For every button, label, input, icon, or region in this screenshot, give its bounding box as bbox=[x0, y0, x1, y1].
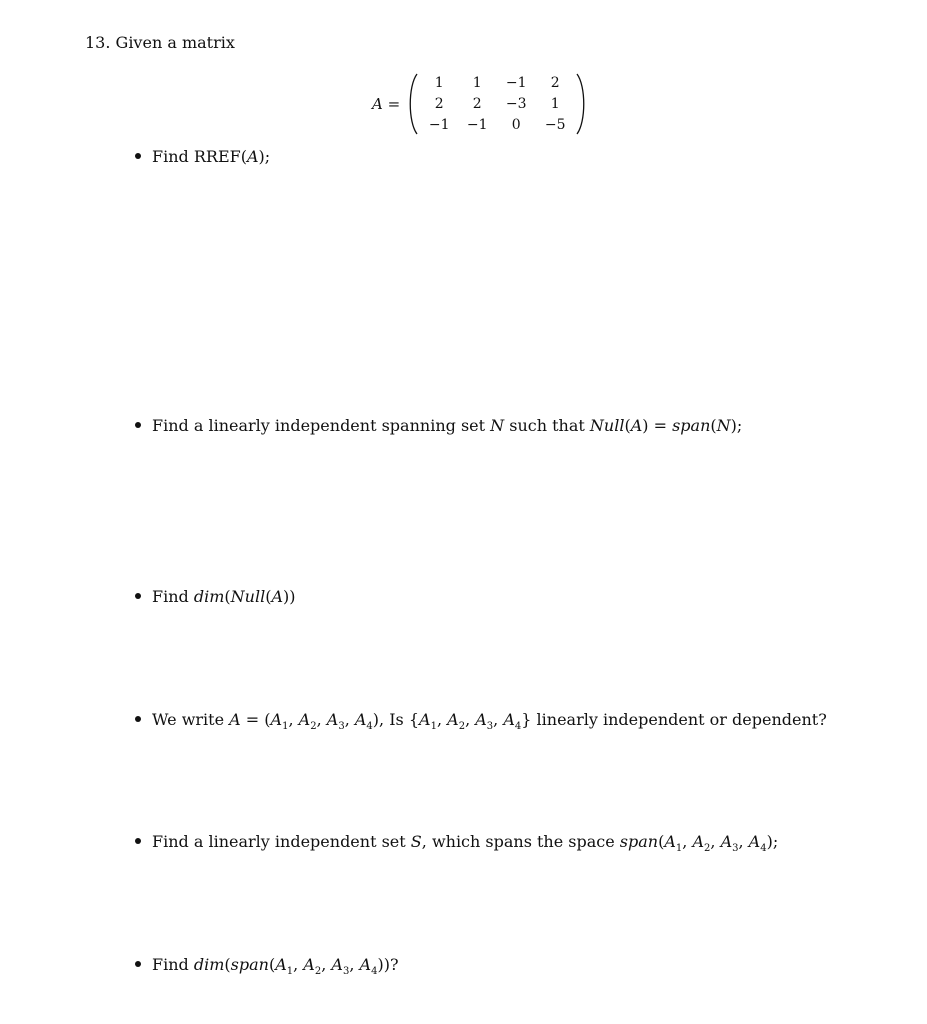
question-spanning-set bbox=[135, 832, 778, 854]
matrix-cell: 2 bbox=[472, 96, 482, 112]
matrix-cell: −1 bbox=[428, 117, 450, 133]
question-null-space-basis bbox=[135, 416, 742, 435]
bullet-icon bbox=[135, 838, 141, 844]
matrix-cell: 0 bbox=[511, 117, 521, 133]
question-text: Find a linearly independent set S, which spans the space $span(A_1$, $A_2$, $A_3$, $A_4$); bbox=[152, 832, 779, 855]
matrix-grid bbox=[420, 73, 574, 136]
matrix-cell: −5 bbox=[544, 117, 566, 133]
question-text: Find a linearly independent spanning set N such that Null(A) = span(N); bbox=[152, 416, 743, 435]
equals-sign: = bbox=[387, 95, 401, 113]
question-rref bbox=[135, 147, 270, 166]
bullet-icon bbox=[135, 593, 141, 599]
bullet-icon bbox=[135, 961, 141, 967]
matrix-cell: −1 bbox=[466, 117, 488, 133]
bullet-icon bbox=[135, 422, 141, 428]
bullet-icon bbox=[135, 716, 141, 722]
matrix-lhs bbox=[372, 95, 400, 113]
matrix-cell: 2 bbox=[550, 75, 560, 91]
matrix-cell: 2 bbox=[434, 96, 444, 112]
question-text: Find RREF(A); bbox=[152, 147, 271, 166]
matrix-equation bbox=[372, 72, 588, 136]
left-paren bbox=[406, 72, 420, 136]
question-text: We write $A = (A_1$, $A_2$, $A_3$, $A_4$), Is {$A_1$, $A_2$, $A_3$, $A_4$} linearly independent or dependent? bbox=[152, 710, 827, 733]
bullet-icon bbox=[135, 153, 141, 159]
question-null-dimension bbox=[135, 587, 295, 606]
problem-heading: 13. Given a matrix bbox=[85, 33, 235, 52]
matrix-cell: 1 bbox=[550, 96, 560, 112]
right-paren bbox=[574, 72, 588, 136]
question-span-dimension bbox=[135, 955, 399, 977]
question-column-independence bbox=[135, 710, 827, 732]
matrix-symbol: A bbox=[372, 95, 383, 113]
question-text: Find $dim(span(A_1$, $A_2$, $A_3$, $A_4$))? bbox=[152, 955, 399, 978]
matrix-cell: −3 bbox=[505, 96, 527, 112]
matrix-cell: 1 bbox=[472, 75, 482, 91]
question-text: Find dim(Null(A)) bbox=[152, 587, 296, 606]
matrix-cell: −1 bbox=[505, 75, 527, 91]
matrix-cell: 1 bbox=[434, 75, 444, 91]
